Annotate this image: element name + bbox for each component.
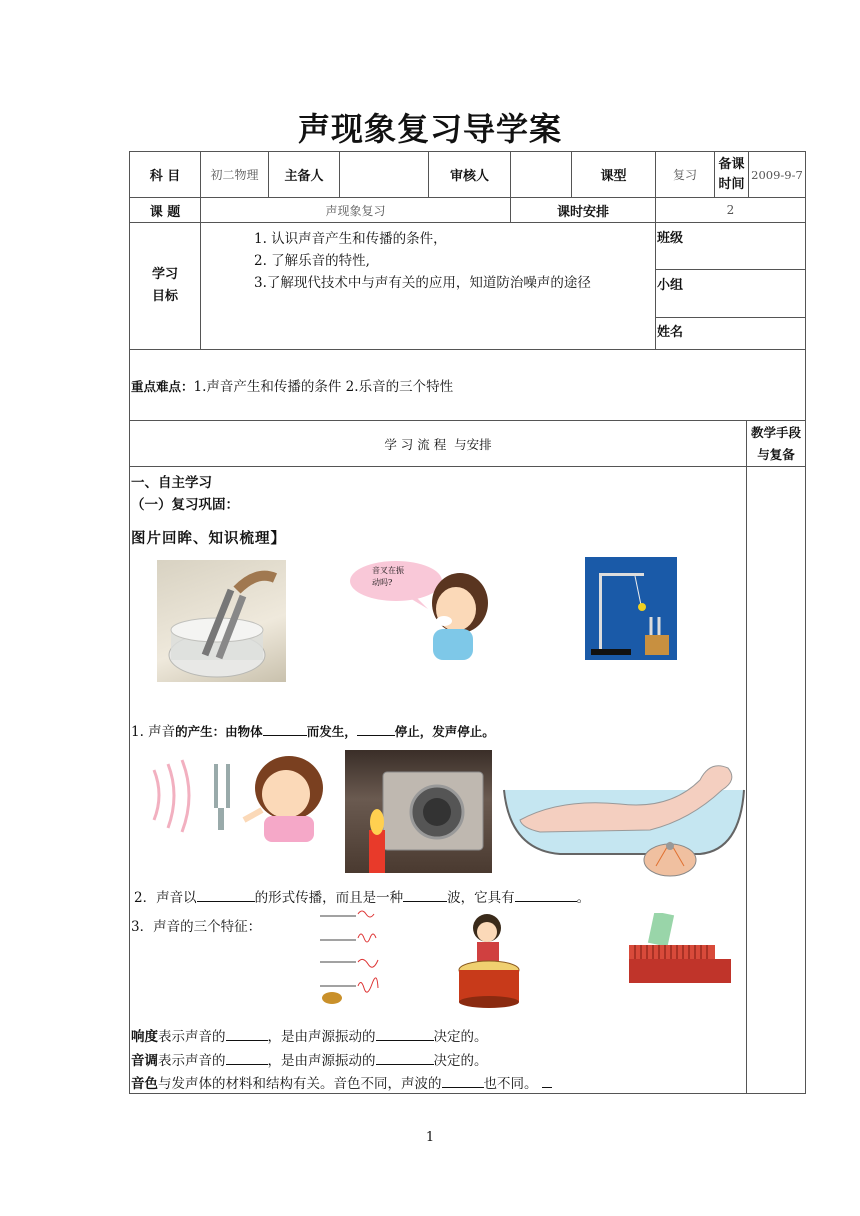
subject-value: 初二物理 bbox=[210, 168, 259, 182]
section-heading: 一、自主学习 bbox=[131, 475, 212, 491]
loudness-blank-1[interactable] bbox=[226, 1028, 268, 1041]
prep-time-value: 2009-9-7 bbox=[751, 167, 803, 182]
comb-card-image bbox=[625, 913, 735, 985]
pitch-line bbox=[131, 1049, 488, 1069]
name-label: 姓名 bbox=[657, 325, 684, 340]
pitch-blank-1[interactable] bbox=[226, 1052, 268, 1065]
timbre-line bbox=[131, 1072, 552, 1092]
q2-blank-3[interactable] bbox=[515, 889, 577, 902]
reviewer-value bbox=[511, 152, 571, 197]
lesson-type-label: 课型 bbox=[600, 169, 627, 184]
group-label: 小组 bbox=[657, 278, 684, 293]
prep-time-label bbox=[715, 152, 748, 197]
girl-speech-bubble-image bbox=[348, 557, 503, 660]
flow-side-label-line2: 与复备 bbox=[757, 446, 795, 462]
loudness-part-c: 决定的。 bbox=[433, 1029, 488, 1045]
loudness-part-b: ，是由声源振动的 bbox=[267, 1029, 376, 1045]
pitch-part-b: ，是由声源振动的 bbox=[267, 1053, 376, 1069]
tuning-fork-water-image bbox=[157, 560, 286, 682]
preparer-value bbox=[340, 152, 428, 197]
pitch-part-a: 表示声音的 bbox=[158, 1053, 226, 1069]
question-3: 3．声音的三个特征： bbox=[131, 919, 262, 935]
drummer-boy-image bbox=[455, 910, 525, 1008]
pitch-blank-2[interactable] bbox=[376, 1052, 434, 1065]
topic-label: 课 题 bbox=[149, 204, 181, 220]
key-points-label: 重点难点： bbox=[131, 379, 194, 394]
pitch-term: 音调 bbox=[131, 1053, 158, 1069]
timbre-part-a: 与发声体的材料和结构有关。音色不同，声波的 bbox=[158, 1076, 442, 1092]
girl-tuning-fork-illustration bbox=[134, 750, 334, 842]
hours-value: 2 bbox=[726, 203, 735, 217]
timbre-term: 音色 bbox=[131, 1076, 158, 1092]
lesson-type-value: 复习 bbox=[672, 168, 697, 182]
bath-listener-illustration bbox=[500, 750, 746, 878]
question-1 bbox=[131, 720, 495, 740]
subsection-heading: （一）复习巩固： bbox=[131, 497, 239, 513]
flow-side-label-line1: 教学手段 bbox=[750, 424, 801, 440]
q1-part-c: 停止，发声停止。 bbox=[394, 724, 495, 739]
loudness-part-a: 表示声音的 bbox=[158, 1029, 226, 1045]
prep-time-label-line1: 备课 bbox=[718, 156, 745, 172]
sound-sources-illustration bbox=[316, 908, 380, 1008]
timbre-blank-1[interactable] bbox=[442, 1075, 484, 1088]
pitch-part-c: 决定的。 bbox=[433, 1053, 488, 1069]
q1-part-a: 的产生：由物体 bbox=[175, 724, 263, 739]
objectives-label bbox=[130, 223, 200, 349]
q2-blank-1[interactable] bbox=[197, 889, 255, 902]
q1-part-b: 而发生， bbox=[306, 724, 357, 739]
loudness-term: 响度 bbox=[131, 1029, 158, 1045]
hours-label: 课时安排 bbox=[556, 204, 609, 220]
review-heading: 图片回眸、知识梳理】 bbox=[131, 531, 286, 547]
bath-listener-image bbox=[500, 750, 746, 878]
q2-part-a: 2．声音以 bbox=[134, 890, 197, 906]
timbre-part-b: 也不同。 bbox=[483, 1076, 538, 1092]
tuning-fork-water-illustration bbox=[157, 560, 286, 682]
loudness-blank-2[interactable] bbox=[376, 1028, 434, 1041]
tuning-fork-stand-illustration bbox=[585, 557, 677, 660]
radio-candle-image bbox=[345, 750, 492, 873]
flow-header: 学 习 流 程 与安排 bbox=[384, 436, 492, 452]
objectives-label-line1: 学习 bbox=[151, 267, 178, 282]
speech-bubble-text bbox=[372, 565, 404, 589]
objective-item-2: 2. 了解乐音的特性, bbox=[254, 253, 370, 269]
speech-bubble-line2: 动吗? bbox=[372, 578, 393, 587]
objective-item-3: 3.了解现代技术中与声有关的应用，知道防治噪声的途径 bbox=[254, 275, 591, 291]
flow-side-label bbox=[747, 421, 805, 466]
page-number: 1 bbox=[425, 1130, 435, 1145]
girl-tuning-fork-image bbox=[134, 750, 334, 842]
objectives-label-line2: 目标 bbox=[151, 289, 178, 304]
q1-prefix: 1. 声音 bbox=[131, 724, 176, 740]
class-label: 班级 bbox=[657, 231, 684, 246]
question-2 bbox=[134, 886, 590, 906]
q2-part-d: 。 bbox=[576, 890, 591, 906]
q1-blank-2[interactable] bbox=[357, 723, 395, 736]
key-points bbox=[131, 375, 453, 395]
tuning-fork-stand-image bbox=[585, 557, 677, 660]
drummer-boy-illustration bbox=[455, 910, 525, 1008]
document-title: 声现象复习导学案 bbox=[297, 110, 562, 148]
sound-sources-chart-image bbox=[316, 908, 380, 1008]
speech-bubble-line1: 音叉在振 bbox=[372, 566, 404, 575]
prep-time-label-line2: 时间 bbox=[718, 176, 745, 192]
q1-blank-1[interactable] bbox=[263, 723, 307, 736]
loudness-line bbox=[131, 1025, 488, 1045]
timbre-blank-2[interactable] bbox=[542, 1075, 552, 1088]
q2-part-c: 波，它具有 bbox=[447, 890, 515, 906]
subject-label: 科 目 bbox=[149, 169, 181, 184]
radio-candle-illustration bbox=[345, 750, 492, 873]
q2-part-b: 的形式传播，而且是一种 bbox=[254, 890, 404, 906]
topic-value: 声现象复习 bbox=[325, 203, 386, 218]
key-points-text: 1.声音产生和传播的条件 2.乐音的三个特性 bbox=[193, 379, 454, 395]
objective-item-1: 1. 认识声音产生和传播的条件， bbox=[254, 231, 447, 247]
comb-card-illustration bbox=[625, 913, 735, 985]
q2-blank-2[interactable] bbox=[403, 889, 447, 902]
preparer-label: 主备人 bbox=[284, 169, 324, 184]
reviewer-label: 审核人 bbox=[449, 169, 489, 184]
